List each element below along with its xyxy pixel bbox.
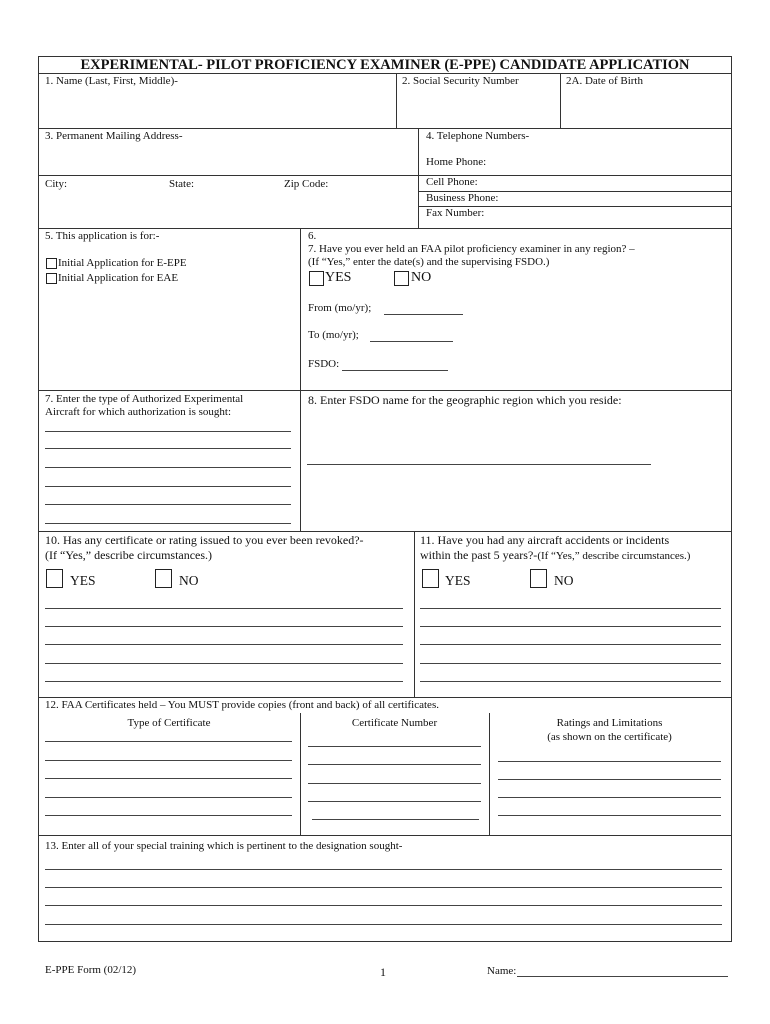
divider xyxy=(38,175,731,176)
training-line[interactable] xyxy=(45,924,722,925)
q10-line[interactable] xyxy=(45,681,403,682)
ratings-line[interactable] xyxy=(498,761,721,762)
divider xyxy=(300,228,301,531)
aircraft-type-line[interactable] xyxy=(45,448,291,449)
col-type-header: Type of Certificate xyxy=(127,717,211,729)
form-id: E-PPE Form (02/12) xyxy=(45,964,137,976)
aircraft-type-line[interactable] xyxy=(45,431,291,432)
business-phone-label: Business Phone: xyxy=(426,192,499,204)
divider xyxy=(300,713,301,835)
field-8-label: 8. Enter FSDO name for the geographic region which you reside: xyxy=(308,393,622,407)
q11-line[interactable] xyxy=(420,681,721,682)
fsdo-input[interactable] xyxy=(342,370,448,371)
divider xyxy=(418,128,419,228)
cert-type-line[interactable] xyxy=(45,797,292,798)
cell-phone-label: Cell Phone: xyxy=(426,176,478,188)
q7-yes-checkbox[interactable] xyxy=(309,271,324,286)
field-4-label: 4. Telephone Numbers- xyxy=(426,130,530,142)
form-title: EXPERIMENTAL- PILOT PROFICIENCY EXAMINER (E-PPE) CANDIDATE APPLICATION xyxy=(80,57,690,73)
to-input[interactable] xyxy=(370,341,453,342)
zip-label: Zip Code: xyxy=(284,178,329,190)
q7-no-label: NO xyxy=(411,270,432,285)
cert-type-line[interactable] xyxy=(45,741,292,742)
field-12-label: 12. FAA Certificates held – You MUST provide copies (front and back) of all certificates. xyxy=(45,699,439,711)
divider xyxy=(38,390,731,391)
col-number-header: Certificate Number xyxy=(351,717,438,729)
home-phone-label: Home Phone: xyxy=(426,156,487,168)
epe-option-label: Initial Application for E-EPE xyxy=(58,257,187,269)
q10-yes-label: YES xyxy=(70,573,96,588)
field-11-line2 xyxy=(420,548,690,563)
cert-type-line[interactable] xyxy=(45,760,292,761)
field-11-line1: 11. Have you had any aircraft accidents or incidents xyxy=(420,533,670,547)
q11-line[interactable] xyxy=(420,663,721,664)
field-3-label: 3. Permanent Mailing Address- xyxy=(45,130,183,142)
divider xyxy=(38,128,731,129)
cert-number-line[interactable] xyxy=(308,783,481,784)
q10-no-label: NO xyxy=(179,573,199,588)
q10-line[interactable] xyxy=(45,644,403,645)
divider xyxy=(560,73,561,128)
aircraft-type-line[interactable] xyxy=(45,486,291,487)
q7-no-checkbox[interactable] xyxy=(394,271,409,286)
divider xyxy=(38,73,731,74)
divider xyxy=(38,228,731,229)
field-10-line1: 10. Has any certificate or rating issued to you ever been revoked?- xyxy=(45,533,364,547)
q11-no-label: NO xyxy=(554,573,574,588)
field-5-label: 5. This application is for:- xyxy=(45,230,160,242)
aircraft-type-line[interactable] xyxy=(45,467,291,468)
field-10-line2: (If “Yes,” describe circumstances.) xyxy=(45,548,213,562)
field-7b-line1: 7. Enter the type of Authorized Experimental xyxy=(45,393,244,405)
footer-name-label: Name: xyxy=(487,965,517,977)
cert-number-line[interactable] xyxy=(308,764,481,765)
divider xyxy=(414,531,415,697)
field-2-label: 2. Social Security Number xyxy=(402,75,519,87)
ratings-line[interactable] xyxy=(498,815,721,816)
cert-type-line[interactable] xyxy=(45,815,292,816)
epe-checkbox[interactable] xyxy=(46,258,57,269)
fsdo-name-line[interactable] xyxy=(307,464,651,465)
state-label: State: xyxy=(169,178,195,190)
q10-no-checkbox[interactable] xyxy=(155,569,172,588)
eae-checkbox[interactable] xyxy=(46,273,57,284)
ratings-line[interactable] xyxy=(498,797,721,798)
q11-yes-checkbox[interactable] xyxy=(422,569,439,588)
divider xyxy=(396,73,397,128)
city-label: City: xyxy=(45,178,68,190)
cert-number-line[interactable] xyxy=(308,801,481,802)
from-input[interactable] xyxy=(384,314,463,315)
aircraft-type-line[interactable] xyxy=(45,504,291,505)
cert-number-line[interactable] xyxy=(312,819,479,820)
q10-line[interactable] xyxy=(45,608,403,609)
ratings-line[interactable] xyxy=(498,779,721,780)
divider xyxy=(38,531,731,532)
cert-number-line[interactable] xyxy=(308,746,481,747)
col-ratings-header: Ratings and Limitations xyxy=(556,717,663,729)
footer-name-input[interactable] xyxy=(517,976,728,977)
eae-option-label: Initial Application for EAE xyxy=(58,272,179,284)
q11-line[interactable] xyxy=(420,644,721,645)
field-11-line2b: (If “Yes,” describe circumstances.) xyxy=(537,550,691,562)
divider xyxy=(38,835,731,836)
fax-label: Fax Number: xyxy=(426,207,485,219)
q11-line[interactable] xyxy=(420,608,721,609)
q10-line[interactable] xyxy=(45,663,403,664)
field-7-line1: 7. Have you ever held an FAA pilot proficiency examiner in any region? – xyxy=(308,243,635,255)
aircraft-type-line[interactable] xyxy=(45,523,291,524)
field-6-label: 6. xyxy=(308,230,317,242)
divider xyxy=(38,697,731,698)
training-line[interactable] xyxy=(45,887,722,888)
q10-yes-checkbox[interactable] xyxy=(46,569,63,588)
q11-line[interactable] xyxy=(420,626,721,627)
cert-type-line[interactable] xyxy=(45,778,292,779)
q7-yes-label: YES xyxy=(325,270,352,285)
q10-line[interactable] xyxy=(45,626,403,627)
from-label: From (mo/yr); xyxy=(308,302,372,314)
field-13-label: 13. Enter all of your special training which is pertinent to the designation sought- xyxy=(45,840,403,852)
field-7b-line2: Aircraft for which authorization is sought: xyxy=(45,406,232,418)
field-1-label: 1. Name (Last, First, Middle)- xyxy=(45,75,178,87)
page-number: 1 xyxy=(380,965,386,979)
training-line[interactable] xyxy=(45,905,722,906)
form-border xyxy=(38,56,732,942)
field-2a-label: 2A. Date of Birth xyxy=(566,75,643,87)
col-ratings-sub: (as shown on the certificate) xyxy=(547,731,672,743)
q11-no-checkbox[interactable] xyxy=(530,569,547,588)
q11-yes-label: YES xyxy=(445,573,471,588)
training-line[interactable] xyxy=(45,869,722,870)
field-7-line2: (If “Yes,” enter the date(s) and the supervising FSDO.) xyxy=(308,256,550,268)
fsdo-label: FSDO: xyxy=(308,358,340,370)
field-11-line2a: within the past 5 years?- xyxy=(420,548,538,562)
to-label: To (mo/yr); xyxy=(308,329,359,341)
